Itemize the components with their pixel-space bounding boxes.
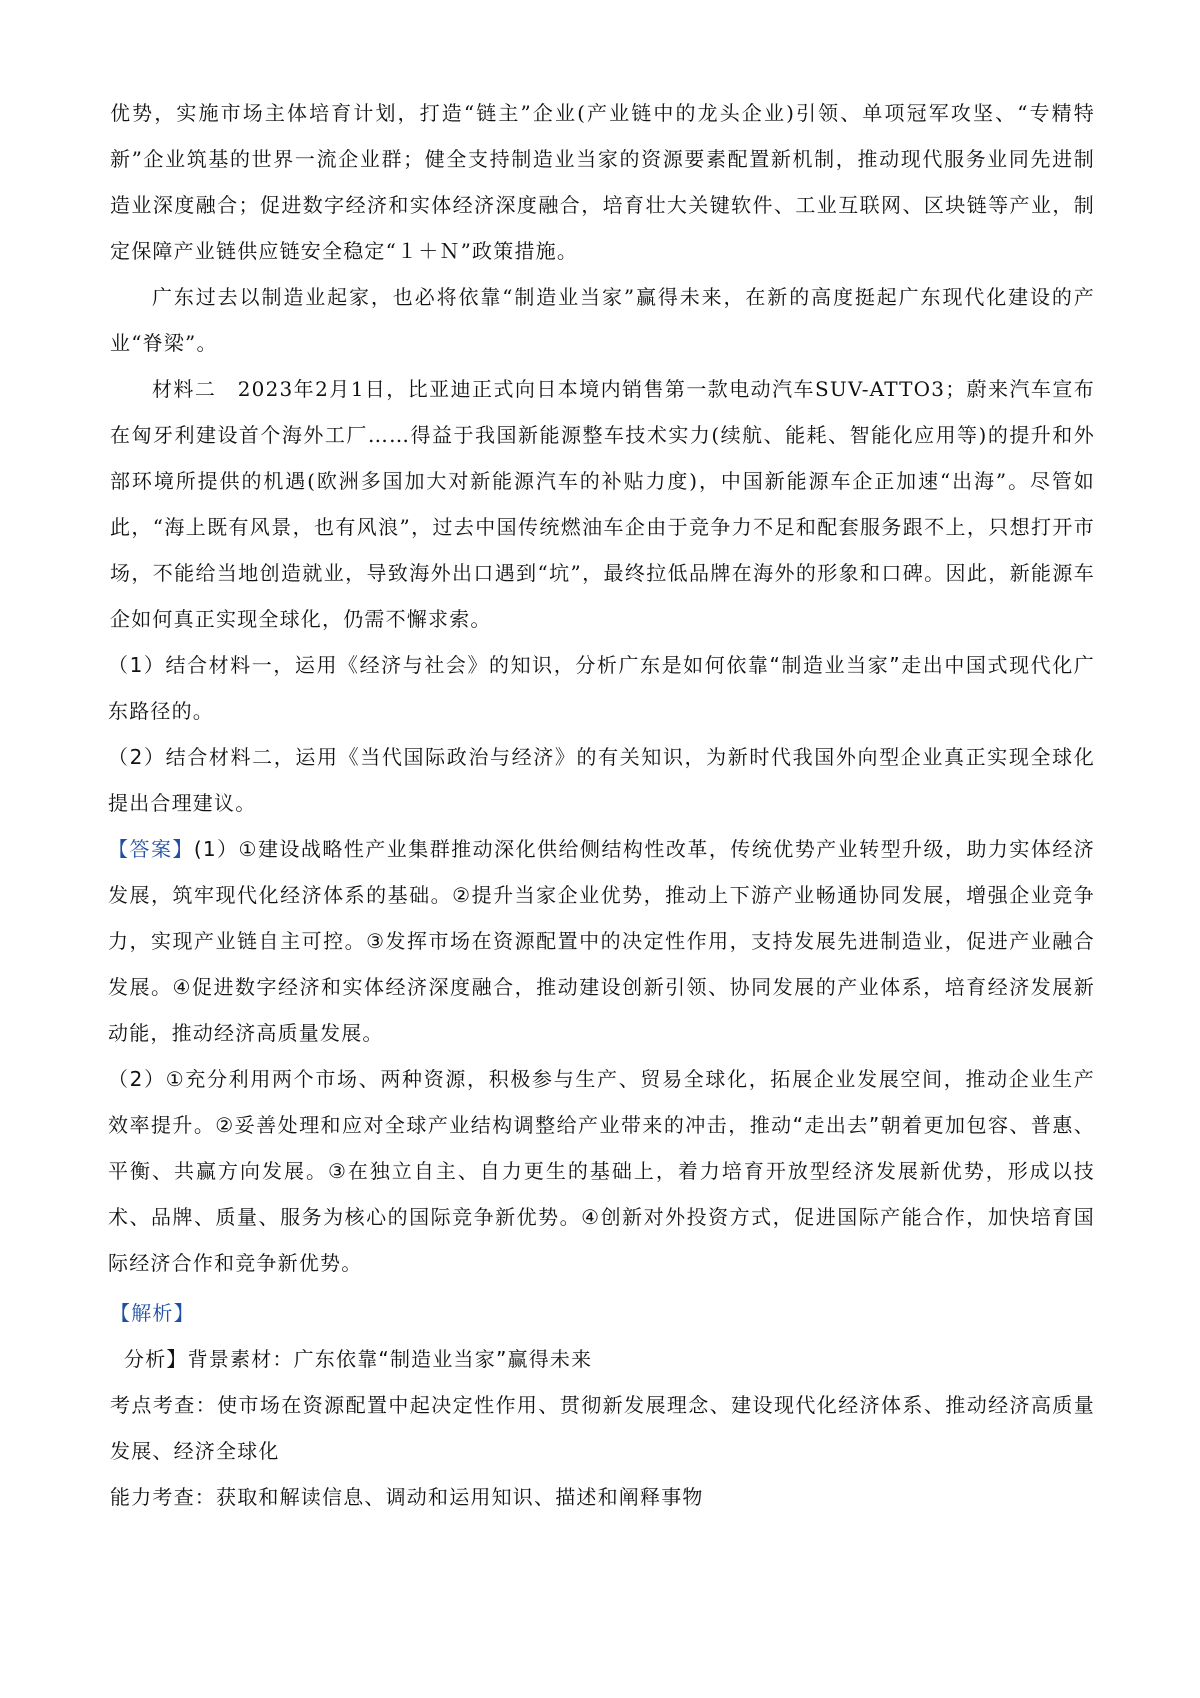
answer-2: （2）①充分利用两个市场、两种资源，积极参与生产、贸易全球化，拓展企业发展空间，推动企业生产效率提升。②妥善处理和应对全球产业结构调整给产业带来的冲击，推动“走出去”朝着更加包容、普惠、平衡、共赢方向发展。③在独立自主、自力更生的基础上，着力培育开放型经济发展新优势，形成以技术、品牌、质量、服务为核心的国际竞争新优势。④创新对外投资方式，促进国际产能合作，加快培育国际经济合作和竞争新优势。	[108, 1067, 1095, 1275]
question-2: （2）结合材料二，运用《当代国际政治与经济》的有关知识，为新时代我国外向型企业真正实现全球化提出合理建议。	[108, 745, 1095, 815]
material2-paragraph: 材料二 2023年2月1日，比亚迪正式向日本境内销售第一款电动汽车SUV-ATTO3；蔚来汽车宣布在匈牙利建设首个海外工厂……得益于我国新能源整车技术实力(续航、能耗、智能化应用等)的提升和外部环境所提供的机遇(欧洲多国加大对新能源汽车的补贴力度)，中国新能源车企正加速“出海”。尽管如此，“海上既有风景，也有风浪”，过去中国传统燃油车企由于竞争力不足和配套服务跟不上，只想打开市场，不能给当地创造就业，导致海外出口遇到“坑”，最终拉低品牌在海外的形象和口碑。因此，新能源车企如何真正实现全球化，仍需不懈求索。	[110, 377, 1095, 631]
answer-1	[108, 826, 1095, 1056]
analysis-tag: 【解析】	[110, 1301, 195, 1325]
analysis-background: 分析】背景素材：广东依靠“制造业当家”赢得未来	[124, 1347, 593, 1371]
analysis-points: 考点考查：使市场在资源配置中起决定性作用、贯彻新发展理念、建设现代化经济体系、推动经济高质量发展、经济全球化	[110, 1393, 1095, 1463]
answer-1-text: (1）①建设战略性产业集群推动深化供给侧结构性改革，传统优势产业转型升级，助力实体经济发展，筑牢现代化经济体系的基础。②提升当家企业优势，推动上下游产业畅通协同发展，增强企业竞争力，实现产业链自主可控。③发挥市场在资源配置中的决定性作用，支持发展先进制造业，促进产业融合发展。④促进数字经济和实体经济深度融合，推动建设创新引领、协同发展的产业体系，培育经济发展新动能，推动经济高质量发展。	[108, 837, 1095, 1045]
answer-tag: 【答案】	[108, 837, 194, 861]
document-page	[110, 90, 1095, 1520]
question-1: （1）结合材料一，运用《经济与社会》的知识，分析广东是如何依靠“制造业当家”走出中国式现代化广东路径的。	[108, 653, 1095, 723]
analysis-ability: 能力考查：获取和解读信息、调动和运用知识、描述和阐释事物	[110, 1485, 704, 1509]
material1-paragraph: 优势，实施市场主体培育计划，打造“链主”企业(产业链中的龙头企业)引领、单项冠军攻坚、“专精特新”企业筑基的世界一流企业群；健全支持制造业当家的资源要素配置新机制，推动现代服务业同先进制造业深度融合；促进数字经济和实体经济深度融合，培育壮大关键软件、工业互联网、区块链等产业，制定保障产业链供应链安全稳定“１＋Ｎ”政策措施。	[110, 101, 1095, 263]
material1-conclusion-paragraph: 广东过去以制造业起家，也必将依靠“制造业当家”赢得未来，在新的高度挺起广东现代化建设的产业“脊梁”。	[110, 285, 1095, 355]
analysis-tag-line	[110, 1290, 1095, 1336]
